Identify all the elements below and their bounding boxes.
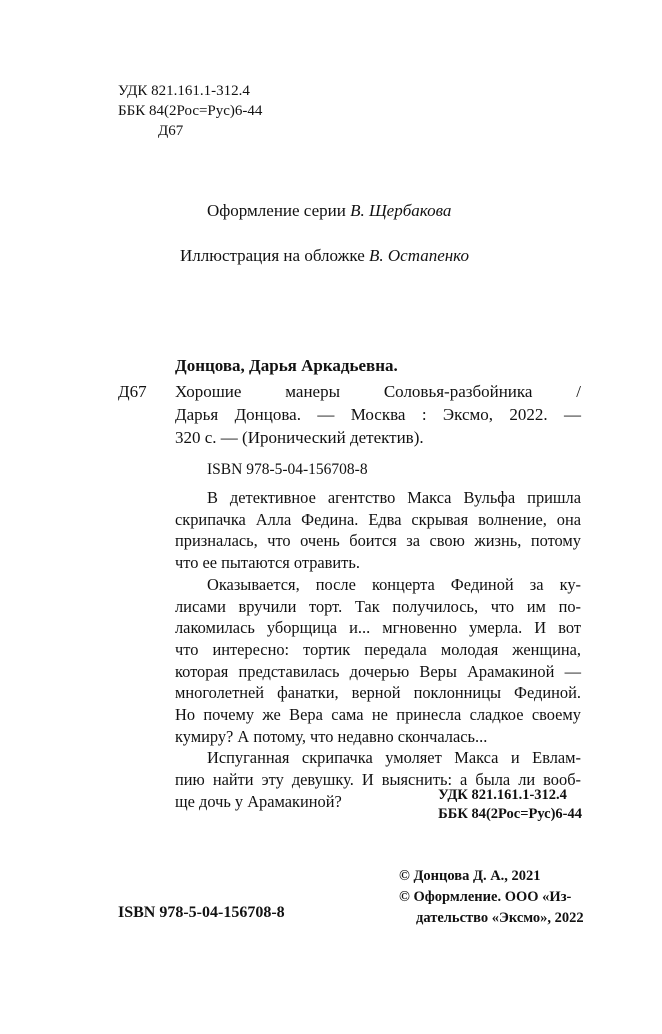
series-credit-name: В. Щербакова: [350, 201, 452, 220]
annotation-line: скрипачка Алла Федина. Едва скрывая волнение, она: [175, 509, 581, 529]
copyright-block: [399, 866, 584, 929]
udk-code: УДК 821.161.1-312.4: [118, 83, 250, 99]
annotation-line: Но почему же Вера сама не принесла сладкое своему: [175, 705, 581, 725]
catalog-sign: Д67: [118, 382, 147, 401]
annotation-line: лисами вручили торт. Так получилось, что им по-: [175, 596, 581, 616]
annotation-line: многолетней фанатки, верной поклонницы Фединой.: [175, 683, 581, 703]
annotation-line: лакомилась уборщица и... мгновенно умерла. И вот: [175, 618, 581, 638]
annotation-paragraph: [175, 487, 581, 574]
annotation-paragraph: [175, 574, 581, 748]
annotation-line: Испуганная скрипачка умоляет Макса и Евлам-: [207, 748, 581, 768]
author-sign: Д67: [158, 123, 184, 139]
catalog-author: Донцова, Дарья Аркадьевна.: [175, 356, 398, 375]
annotation-line: что ее пытаются отравить.: [175, 553, 360, 573]
annotation-line: что интересно: тортик передала молодая женщина,: [175, 639, 581, 659]
catalog-title-line: 320 с. — (Иронический детектив).: [175, 428, 424, 447]
annotation-line: ще дочь у Арамакиной?: [175, 791, 342, 811]
copyright-design: © Оформление. ООО «Из-: [399, 889, 572, 905]
footer-udk: УДК 821.161.1-312.4: [438, 787, 567, 803]
annotation-line: В детективное агентство Макса Вульфа пришла: [207, 488, 581, 507]
cover-credit-label: Иллюстрация на обложке: [180, 246, 365, 265]
catalog-title: [175, 380, 581, 449]
bottom-isbn: ISBN 978-5-04-156708-8: [118, 904, 285, 921]
catalog-title-line: Хорошие манеры Соловья-разбойника /: [175, 382, 581, 401]
annotation-line: которая представилась дочерью Веры Арамакиной —: [175, 661, 581, 681]
catalog-isbn: ISBN 978-5-04-156708-8: [207, 461, 368, 478]
copyright-design-cont: дательство «Эксмо», 2022: [416, 910, 584, 926]
annotation-line: призналась, что очень боится за свою жизнь, потому: [175, 531, 581, 551]
annotation: [175, 487, 581, 813]
footer-codes: [438, 786, 582, 824]
copyright-author: © Донцова Д. А., 2021: [399, 868, 541, 884]
annotation-line: Оказывается, после концерта Фединой за ку-: [207, 574, 581, 594]
cover-credit-name: В. Остапенко: [369, 246, 469, 265]
annotation-line: кумиру? А потому, что недавно скончалась...: [175, 726, 488, 746]
series-credit-label: Оформление серии: [207, 201, 346, 220]
footer-bbk: ББК 84(2Рос=Рус)6-44: [438, 806, 582, 822]
annotation-line: пию найти эту девушку. И выяснить: а была ли вооб-: [175, 770, 581, 790]
cover-credit: [180, 246, 469, 266]
series-credit: [207, 201, 451, 221]
bbk-code: ББК 84(2Рос=Рус)6-44: [118, 103, 263, 119]
catalog-title-line: Дарья Донцова. — Москва : Эксмо, 2022. —: [175, 405, 581, 424]
